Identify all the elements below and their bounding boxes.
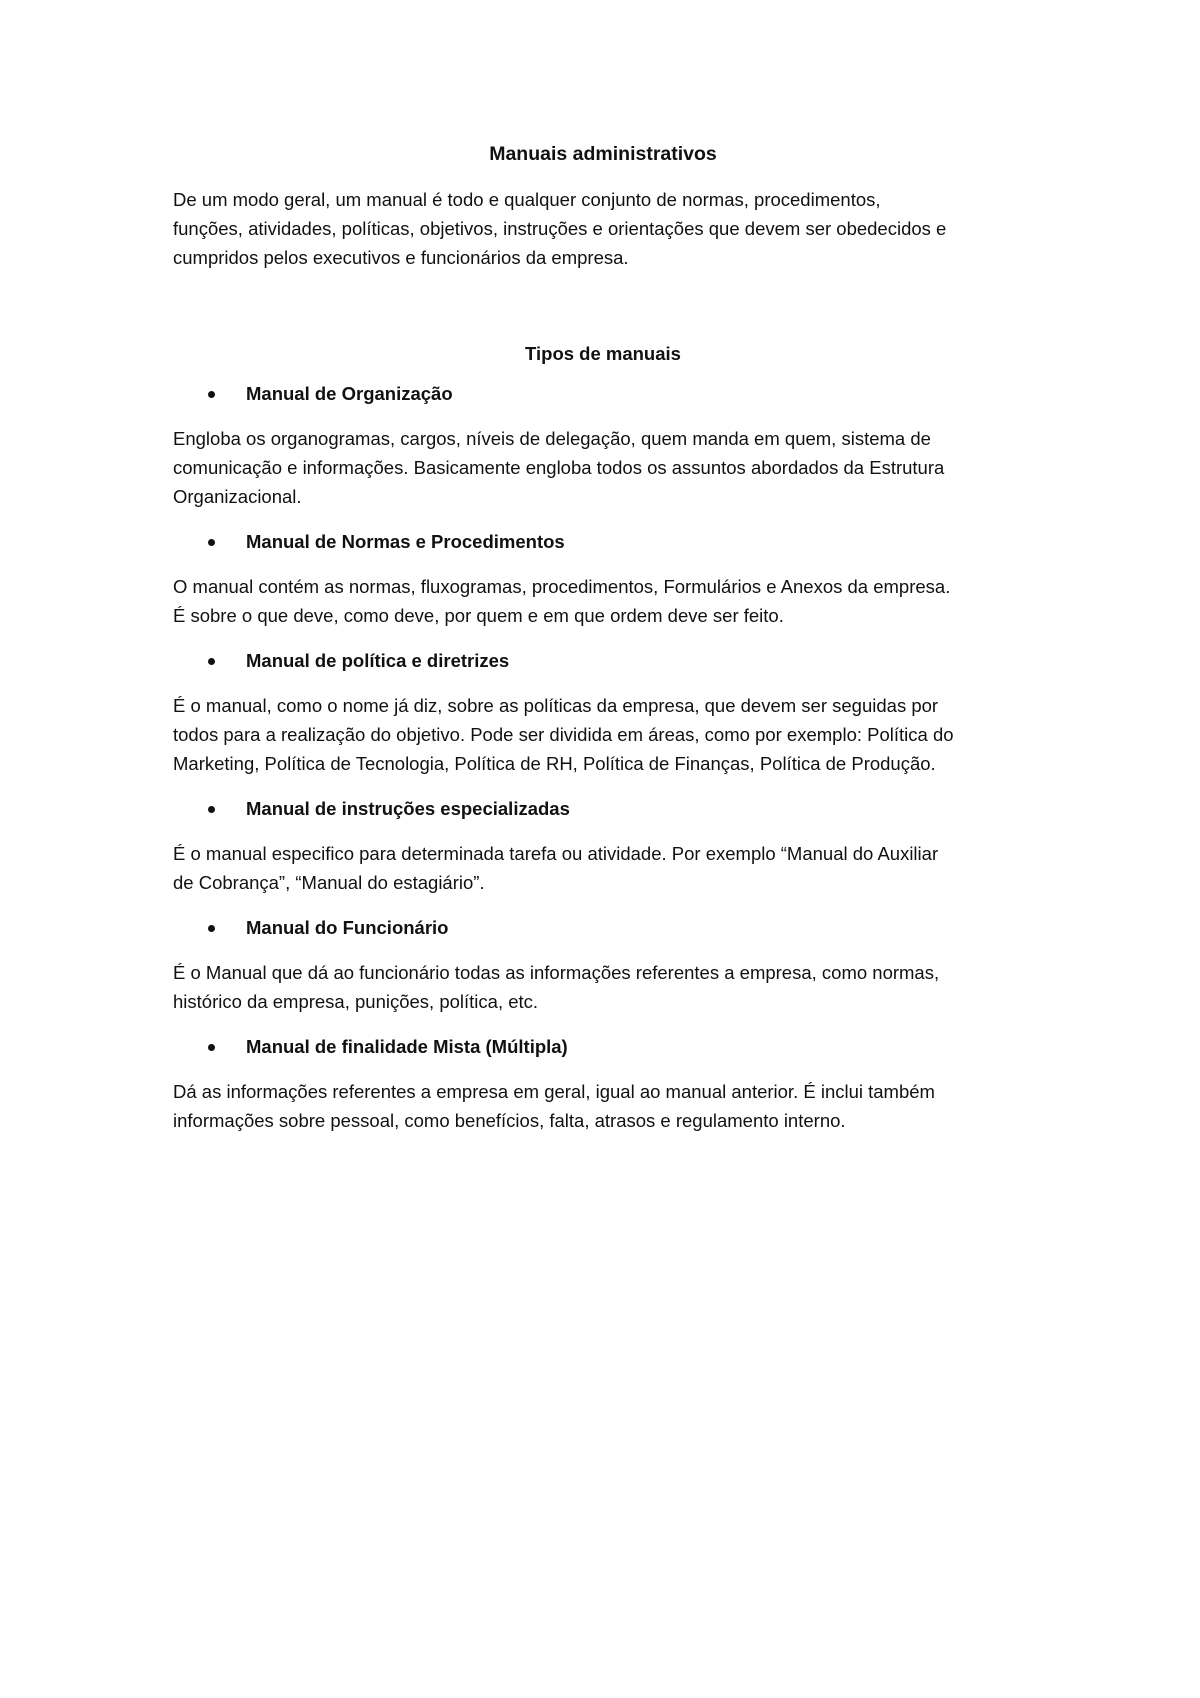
paragraph-line: comunicação e informações. Basicamente engloba todos os assuntos abordados da Estrutura [173, 457, 945, 478]
section-paragraph-mista [173, 1077, 1033, 1135]
section-heading-text: Manual de instruções especializadas [246, 798, 570, 819]
paragraph-line: Dá as informações referentes a empresa em geral, igual ao manual anterior. É inclui também [173, 1081, 935, 1102]
section-heading-text: Manual do Funcionário [246, 917, 449, 938]
section-heading-organizacao [173, 379, 1033, 408]
document-title: Manuais administrativos [489, 143, 717, 165]
section-paragraph-normas [173, 572, 1033, 630]
intro-paragraph [173, 185, 1033, 272]
paragraph-line: informações sobre pessoal, como benefícios, falta, atrasos e regulamento interno. [173, 1110, 846, 1131]
paragraph-line: Marketing, Política de Tecnologia, Política de RH, Política de Finanças, Política de Produção. [173, 753, 936, 774]
paragraph-line: de Cobrança”, “Manual do estagiário”. [173, 872, 485, 893]
bullet-icon [208, 1044, 215, 1051]
bullet-icon [208, 806, 215, 813]
bullet-icon [208, 391, 215, 398]
section-heading-mista [173, 1032, 1033, 1061]
paragraph-line: O manual contém as normas, fluxogramas, procedimentos, Formulários e Anexos da empresa. [173, 576, 951, 597]
intro-line: funções, atividades, políticas, objetivos, instruções e orientações que devem ser obedecidos e [173, 218, 947, 239]
section-heading-normas [173, 527, 1033, 556]
intro-line: cumpridos pelos executivos e funcionários da empresa. [173, 247, 629, 268]
section-paragraph-organizacao [173, 424, 1033, 511]
paragraph-line: É o manual, como o nome já diz, sobre as políticas da empresa, que devem ser seguidas por [173, 695, 939, 716]
section-heading-instrucoes [173, 794, 1033, 823]
bullet-icon [208, 658, 215, 665]
document-page [173, 140, 1033, 1151]
paragraph-line: Engloba os organogramas, cargos, níveis de delegação, quem manda em quem, sistema de [173, 428, 931, 449]
paragraph-line: É o manual especifico para determinada tarefa ou atividade. Por exemplo “Manual do Auxiliar [173, 843, 939, 864]
section-heading-text: Manual de Normas e Procedimentos [246, 531, 565, 552]
section-subtitle: Tipos de manuais [525, 343, 681, 364]
paragraph-line: todos para a realização do objetivo. Pode ser dividida em áreas, como por exemplo: Política do [173, 724, 954, 745]
bullet-icon [208, 925, 215, 932]
paragraph-line: É o Manual que dá ao funcionário todas as informações referentes a empresa, como normas, [173, 962, 940, 983]
section-heading-funcionario [173, 913, 1033, 942]
section-paragraph-instrucoes [173, 839, 1033, 897]
section-paragraph-funcionario [173, 958, 1033, 1016]
paragraph-line: É sobre o que deve, como deve, por quem e em que ordem deve ser feito. [173, 605, 784, 626]
section-paragraph-politica [173, 691, 1033, 778]
paragraph-line: histórico da empresa, punições, política, etc. [173, 991, 539, 1012]
bullet-icon [208, 539, 215, 546]
section-heading-politica [173, 646, 1033, 675]
section-heading-text: Manual de Organização [246, 383, 453, 404]
intro-line: De um modo geral, um manual é todo e qualquer conjunto de normas, procedimentos, [173, 189, 881, 210]
section-heading-text: Manual de finalidade Mista (Múltipla) [246, 1036, 568, 1057]
paragraph-line: Organizacional. [173, 486, 302, 507]
section-heading-text: Manual de política e diretrizes [246, 650, 510, 671]
